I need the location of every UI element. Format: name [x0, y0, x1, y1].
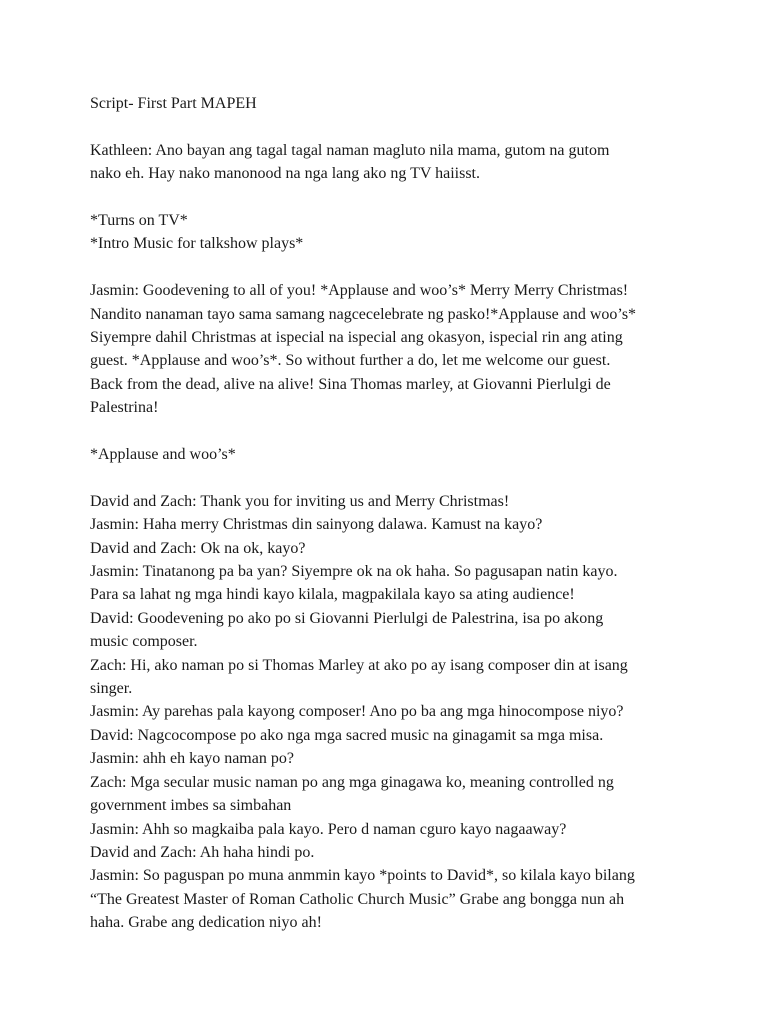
- stage-directions: [90, 209, 730, 256]
- text-line: Back from the dead, alive na alive! Sina Thomas marley, at Giovanni Pierlulgi de: [90, 375, 611, 393]
- dialogue-line: David and Zach: Thank you for inviting us and Merry Christmas!: [90, 492, 510, 510]
- dialogue-line: singer.: [90, 680, 133, 698]
- dialogue-line: David: Nagcocompose po ako nga mga sacred music na ginagamit sa mga misa.: [90, 726, 604, 744]
- document-page: [90, 92, 730, 958]
- jasmin-intro-paragraph: [90, 279, 730, 419]
- dialogue-line: David and Zach: Ok na ok, kayo?: [90, 539, 306, 557]
- text-line: Siyempre dahil Christmas at ispecial na ispecial ang okasyon, ispecial rin ang ating: [90, 329, 623, 347]
- dialogue-line: David and Zach: Ah haha hindi po.: [90, 843, 315, 861]
- document-title: Script- First Part MAPEH: [90, 95, 257, 112]
- dialogue-line: Jasmin: Ay parehas pala kayong composer! Ano po ba ang mga hinocompose niyo?: [90, 703, 624, 721]
- dialogue-line: music composer.: [90, 633, 198, 651]
- text-line: Nandito nanaman tayo sama samang nagcecelebrate ng pasko!*Applause and woo’s*: [90, 305, 637, 323]
- stage-direction: *Turns on TV*: [90, 212, 188, 229]
- dialogue-line: Para sa lahat ng mga hindi kayo kilala, magpakilala kayo sa ating audience!: [90, 586, 575, 604]
- stage-direction: *Intro Music for talkshow plays*: [90, 235, 304, 253]
- dialogue-line: Jasmin: So paguspan po muna anmmin kayo *points to David*, so kilala kayo bilang: [90, 867, 635, 885]
- dialogue-line: Jasmin: Ahh so magkaiba pala kayo. Pero d naman cguro kayo nagaaway?: [90, 820, 567, 838]
- text-line: guest. *Applause and woo’s*. So without further a do, let me welcome our guest.: [90, 352, 611, 370]
- text-line: Kathleen: Ano bayan ang tagal tagal naman magluto nila mama, gutom na gutom: [90, 141, 610, 159]
- dialogue-line: Jasmin: ahh eh kayo naman po?: [90, 750, 294, 768]
- text-line: Jasmin: Goodevening to all of you! *Applause and woo’s* Merry Merry Christmas!: [90, 282, 629, 300]
- intro-paragraph: [90, 139, 730, 186]
- dialogue-line: Zach: Mga secular music naman po ang mga ginagawa ko, meaning controlled ng: [90, 773, 614, 791]
- dialogue-line: government imbes sa simbahan: [90, 797, 292, 815]
- dialogue-line: Jasmin: Haha merry Christmas din sainyong dalawa. Kamust na kayo?: [90, 516, 543, 534]
- applause-direction: *Applause and woo’s*: [90, 446, 236, 464]
- dialogue-line: “The Greatest Master of Roman Catholic Church Music” Grabe ang bongga nun ah: [90, 890, 625, 908]
- dialogue-section: [90, 490, 730, 935]
- dialogue-line: haha. Grabe ang dedication niyo ah!: [90, 914, 322, 932]
- dialogue-line: Zach: Hi, ako naman po si Thomas Marley at ako po ay isang composer din at isang: [90, 656, 628, 674]
- dialogue-line: Jasmin: Tinatanong pa ba yan? Siyempre ok na ok haha. So pagusapan natin kayo.: [90, 563, 618, 581]
- text-line: Palestrina!: [90, 399, 159, 417]
- text-line: nako eh. Hay nako manonood na nga lang ako ng TV haiisst.: [90, 165, 480, 183]
- dialogue-line: David: Goodevening po ako po si Giovanni Pierlulgi de Palestrina, isa po akong: [90, 609, 604, 627]
